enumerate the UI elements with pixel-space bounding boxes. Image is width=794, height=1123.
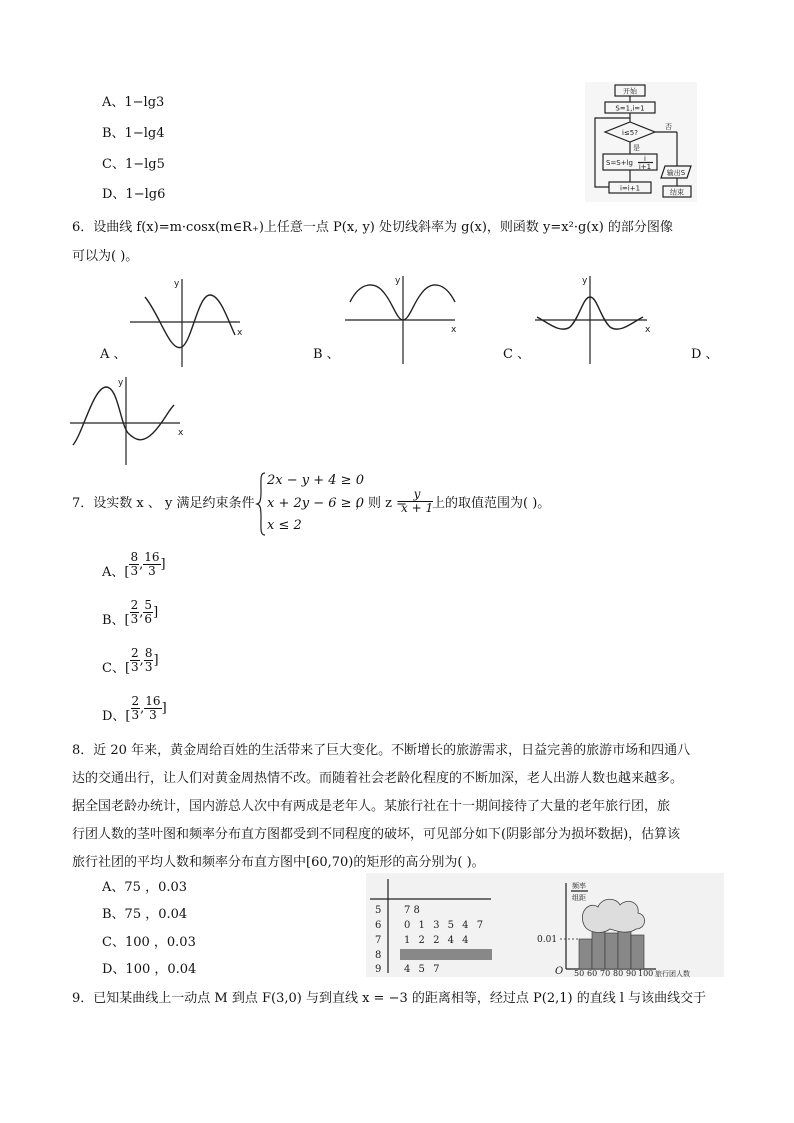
q9-stem-line1: 9．已知某曲线上一动点 M 到点 F(3,0) 与到直线 x = −3 的距离相等，经过点 P(2,1) 的直线 l 与该曲线交于 — [72, 991, 707, 1006]
q8-figure — [366, 873, 726, 978]
leaves-7: 1 2 2 4 4 — [404, 935, 469, 946]
q6-label-c: C 、 — [503, 347, 531, 362]
q7-frac-num: y — [401, 488, 433, 502]
stem-7: 7 — [375, 935, 382, 946]
q8-option-a: A、75 ，0.03 — [102, 880, 188, 895]
q7-opt-d-frac1 — [131, 695, 141, 722]
leaves-6: 0 1 3 5 4 7 — [404, 920, 484, 931]
stem-8: 8 — [375, 950, 382, 961]
fc-cond-text: i≤5? — [622, 129, 638, 137]
leaves-9: 4 5 7 — [404, 964, 440, 975]
fc-frac-den: i+1 — [638, 163, 652, 171]
q7-opt-b-label: B、[ — [102, 613, 130, 628]
graph-d-y-label: y — [118, 378, 124, 388]
num: 8 — [130, 550, 139, 564]
q6-label-a: A 、 — [100, 347, 127, 362]
q8-stem-line5: 旅行社团的平均人数和频率分布直方图中[60,70)的矩形的高分别为( )。 — [72, 855, 485, 870]
den: 3 — [130, 564, 139, 578]
q8-option-d: D、100 ，0.04 — [102, 962, 197, 977]
q8-stem-line4: 行团人数的茎叶图和频率分布直方图都受到不同程度的破坏，可见部分如下(阴影部分为损坏数据)，估算该 — [72, 827, 681, 842]
fc-update-text: S=S+lg — [606, 159, 634, 167]
fc-end-text: 结束 — [670, 188, 684, 197]
q6-label-b: B 、 — [313, 347, 340, 362]
graph-b-y-label: y — [395, 276, 401, 286]
graph-a-y-label: y — [174, 279, 180, 289]
graph-b-x-label: x — [451, 325, 457, 335]
hist-ytick: 0.01 — [537, 935, 558, 945]
den: 3 — [130, 612, 139, 626]
fc-start-text: 开始 — [623, 87, 637, 96]
q7-constraint-1: 2x − y + 4 ≥ 0 — [267, 473, 364, 488]
q7-opt-c-frac1 — [130, 647, 140, 674]
num: 2 — [131, 646, 139, 660]
q7-brace — [257, 471, 267, 537]
q5-option-a: A、1−lg3 — [102, 95, 165, 110]
num: 8 — [144, 646, 153, 660]
q6-graph-c — [535, 272, 655, 367]
stem-5: 5 — [375, 905, 382, 916]
damaged-stem-8 — [400, 949, 492, 960]
q7-opt-b-frac1 — [130, 599, 140, 626]
hist-xtick-100: 100 — [638, 969, 654, 978]
q7-middle: ，则 z = — [355, 496, 408, 511]
q7-fraction — [401, 488, 433, 515]
fc-init-text: S=1,i=1 — [615, 104, 645, 113]
num: 5 — [144, 598, 153, 612]
fc-incr-text: i=i+1 — [619, 184, 641, 193]
stem-9: 9 — [375, 964, 382, 975]
den: 3 — [149, 708, 157, 722]
q7-suffix: 上的取值范围为( )。 — [432, 496, 551, 511]
fc-output-text: 输出S — [666, 169, 686, 177]
q7-opt-b-frac2 — [143, 599, 153, 626]
den: 3 — [131, 660, 139, 674]
den: 3 — [148, 564, 156, 578]
q7-constraint-3: x ≤ 2 — [267, 518, 302, 533]
q7-opt-c-frac2 — [144, 647, 154, 674]
graph-c-x-label: x — [645, 325, 651, 335]
q7-option-a: A、[ $\frac{8}{3}$ , $\frac{16}{3}$ ] — [102, 550, 166, 580]
num: 16 — [144, 550, 160, 564]
graph-d-x-label: x — [178, 428, 184, 438]
q7-option-c: C、[ $\frac{2}{3}$ , $\frac{8}{3}$ ] — [102, 646, 159, 676]
q8-option-c: C、100 ，0.03 — [102, 935, 196, 950]
hist-xtick-60: 60 — [587, 969, 598, 978]
graph-a-x-label: x — [237, 328, 243, 338]
den: 6 — [144, 612, 153, 626]
q5-flowchart — [585, 82, 700, 204]
hist-origin: O — [555, 966, 564, 977]
hist-xlabel: 旅行团人数 — [655, 970, 690, 978]
q8-stem-line3: 据全国老龄办统计，国内游总人次中有两成是老年人。某旅行社在十一期间接待了大量的老年旅行团，旅 — [72, 799, 671, 814]
q6-label-d: D 、 — [691, 347, 719, 362]
hist-ylabel-top: 频率 — [572, 882, 586, 890]
num: 2 — [130, 598, 139, 612]
num: 2 — [131, 694, 140, 708]
q7-opt-a-label: A、[ — [102, 565, 130, 580]
q7-opt-a-frac1 — [129, 551, 139, 578]
q7-option-d: D、[ $\frac{2}{3}$ , $\frac{16}{3}$ ] — [102, 694, 167, 724]
q7-prefix: 7．设实数 x 、 y 满足约束条件 — [72, 496, 255, 511]
q7-option-b: B、[ $\frac{2}{3}$ , $\frac{5}{6}$ ] — [102, 598, 159, 628]
hist-xtick-90: 90 — [626, 969, 637, 978]
q8-stem-line1: 8．近 20 年来，黄金周给百姓的生活带来了巨大变化。不断增长的旅游需求，日益完善的旅游市场和四通八 — [72, 743, 691, 758]
graph-c-y-label: y — [582, 276, 588, 286]
q7-opt-c-label: C、[ — [102, 661, 131, 676]
q5-option-b: B、1−lg4 — [102, 126, 165, 141]
fc-yes-text: 是 — [633, 144, 640, 152]
q5-option-d: D、1−lg6 — [102, 187, 166, 202]
q7-frac-den: x + 1 — [401, 501, 434, 515]
hist-xtick-50: 50 — [574, 969, 585, 978]
den: 3 — [131, 708, 140, 722]
hist-xtick-70: 70 — [600, 969, 611, 978]
num: 16 — [145, 694, 161, 708]
q7-opt-d-frac2 — [144, 695, 161, 722]
q7-opt-d-label: D、[ — [102, 709, 131, 724]
stem-6: 6 — [375, 920, 382, 931]
q6-graph-d — [68, 373, 193, 468]
q7-opt-a-frac2 — [143, 551, 160, 578]
q8-stem-line2: 达的交通出行，让人们对黄金周热情不改。而随着社会老龄化程度的不断加深，老人出游人数也越来越多。 — [72, 771, 684, 786]
fc-frac-num: i — [644, 155, 646, 163]
q6-stem-line2: 可以为( )。 — [72, 249, 139, 264]
q7-constraint-2: x + 2y − 6 ≥ 0 — [267, 496, 364, 511]
hist-xtick-80: 80 — [613, 969, 624, 978]
hist-ylabel-bottom: 组距 — [572, 894, 586, 902]
q6-stem-line1: 6．设曲线 f(x)=m·cosx(m∈R₊)上任意一点 P(x, y) 处切线斜率为 g(x)，则函数 y=x²·g(x) 的部分图像 — [72, 220, 673, 235]
q6-graph-a — [130, 275, 250, 370]
leaves-5: 7 8 — [404, 905, 420, 916]
den: 3 — [144, 660, 153, 674]
fc-no-text: 否 — [665, 123, 672, 131]
q6-graph-b — [345, 272, 465, 367]
q5-option-c: C、1−lg5 — [102, 157, 165, 172]
q8-option-b: B、75 ，0.04 — [102, 907, 188, 922]
